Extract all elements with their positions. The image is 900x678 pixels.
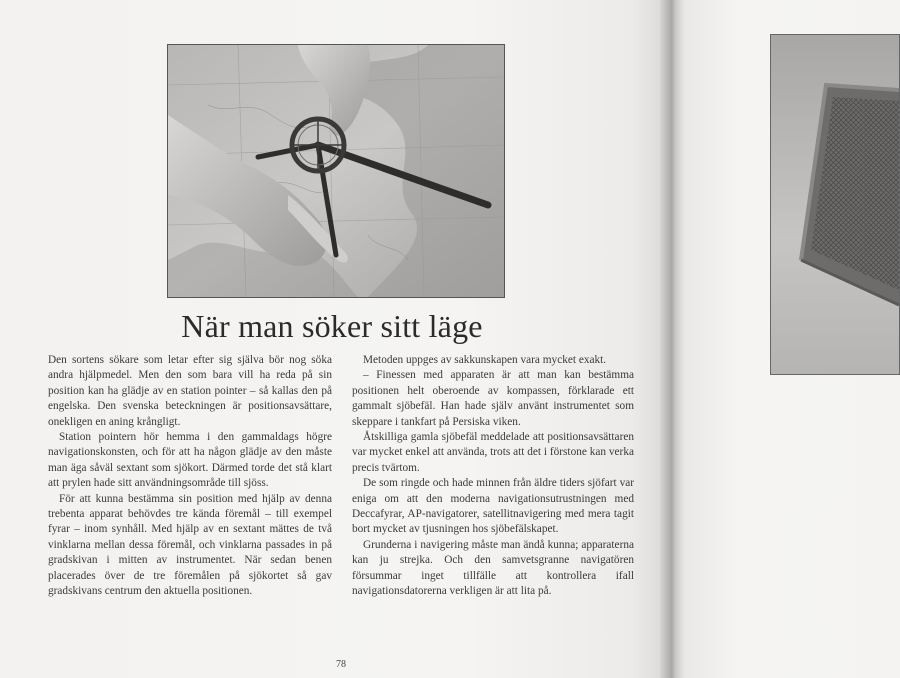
left-text-column	[48, 353, 332, 600]
paragraph: Den sortens sökare som letar efter sig själva bör nog söka andra hjälpmedel. Men den som bara vill ha reda på sin position kan ha glädje av en station pointer – så kallas den på engelska. Den svenska beteckningen är positionsavsättare, onekligen en aning krångligt.	[48, 354, 332, 428]
paragraph: För att kunna bestämma sin position med hjälp av denna trebenta apparat behövdes tre kända föremål – till exempel fyrar – inom synhåll. Med hjälp av en sextant mättes de två vinklarna mellan dessa föremål, och vinklarna passades in på gradskivan i mitten av instrumentet. När sedan benen placerades över de tre föremålen på sjökortet så gav gradskivans centrum den aktuella positionen.	[48, 492, 332, 598]
station-pointer-photo	[167, 44, 505, 298]
paragraph: Åtskilliga gamla sjöbefäl meddelade att positionsavsättaren var mycket enkel att använda, trots att det i förstone kan verka precis tvärtom.	[352, 431, 634, 474]
paragraph: Grunderna i navigering måste man ändå kunna; apparaterna kan ju strejka. Och den samvetsgranne navigatören försummar inget tillfälle att kontrollera ifall navigationsdatorerna verkligen är att lita på.	[352, 538, 634, 598]
right-text-column	[352, 353, 634, 600]
paragraph: De som ringde och hade minnen från äldre tiders sjöfart var eniga om att den moderna navigationsutrustningen med Deccafyrar, AP-navigatorer, satellitnavigering med mera tagit bort mycket av tjusningen hos sjöbefälskapet.	[352, 477, 634, 536]
page-number: 78	[336, 659, 346, 670]
paragraph: Metoden uppges av sakkunskapen vara mycket exakt.	[363, 354, 607, 366]
wire-mesh-object-photo	[770, 34, 900, 375]
paragraph: – Finessen med apparaten är att man kan bestämma positionen helt oberoende av kompassen, förklarade ett gammalt sjöbefäl. Han hade själv använt instrumentet som skeppare i tankfart på Persiska viken.	[352, 369, 634, 428]
paragraph: Station pointern hör hemma i den gammaldags högre navigationskonsten, och för att ha någon glädje av den måste man äga såväl sextant som sjökort. Därmed torde det stå klart att prylen hade sitt användningsområde till sjöss.	[48, 431, 332, 490]
article-heading: När man söker sitt läge	[181, 308, 483, 344]
